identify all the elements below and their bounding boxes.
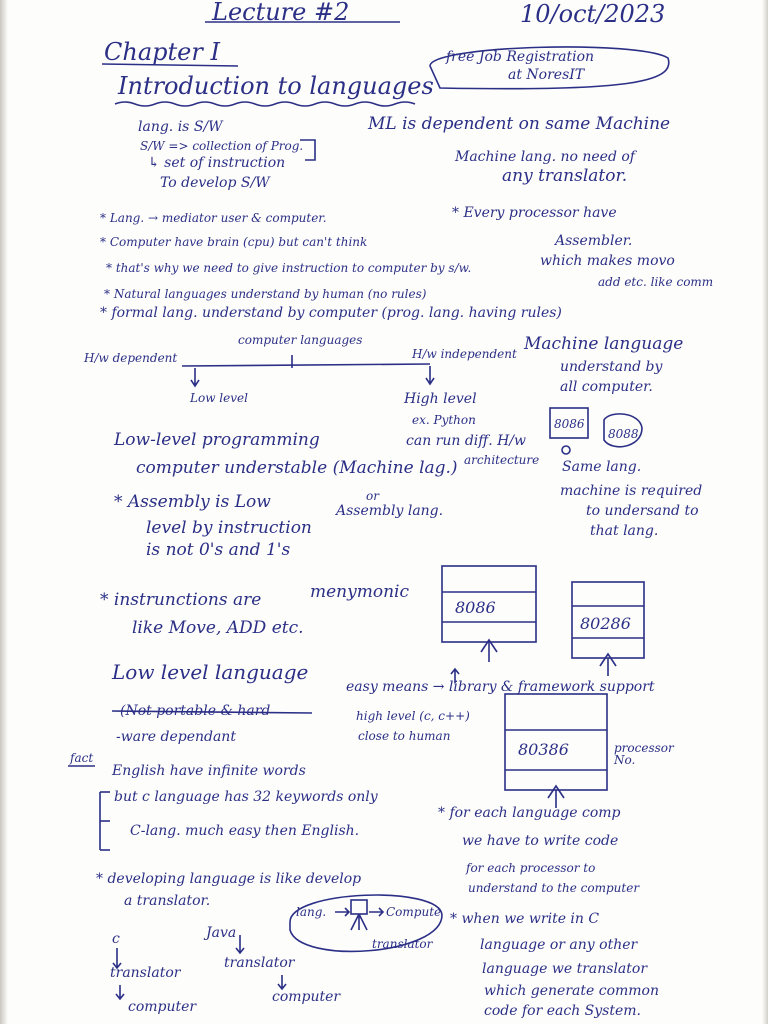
low-level-note: -ware dependant [116,729,236,745]
same-lang-line: machine is required [560,483,703,499]
right-note: any translator. [502,166,628,186]
for-each-line: for each processor to [466,861,596,875]
chain-c: c [112,931,120,947]
star-note: * Computer have brain (cpu) but can't think [100,235,368,249]
chip-8088: 8088 [608,427,639,441]
mnemonic-line: * instrunctions are [100,590,262,610]
low-level-label: Low level [190,391,248,405]
low-prog-line: computer understable (Machine lag.) [136,458,458,478]
developing-line: a translator. [124,893,211,909]
badge-line-1: free Job Registration [446,49,595,65]
when-c-line: which generate common [484,983,659,999]
lecture-date: 10/oct/2023 [520,0,666,28]
trans-translator: translator [372,937,433,951]
trans-lang: lang. [296,905,327,919]
right-note: * Every processor have [452,205,617,221]
right-note: add etc. like comm [598,275,714,289]
low-prog-line: Low-level programming [114,430,320,450]
low-level-heading: Low level language [112,660,309,684]
same-lang-line: Same lang. [562,459,642,475]
diagram-title: computer languages [238,333,363,347]
right-note: which makes movo [540,253,675,269]
lang-def-line: To develop S/W [160,175,270,191]
hw-dependent-label: H/w dependent [84,351,178,365]
low-prog-or: or [366,489,379,503]
right-note: Machine lang. no need of [455,149,635,165]
right-note: ML is dependent on same Machine [368,114,671,134]
developing-line: * developing language is like develop [96,871,362,887]
machine-lang-line: understand by [560,359,663,375]
for-each-line: * for each language comp [438,805,621,821]
star-note: * Lang. → mediator user & computer. [100,211,327,225]
fact-line: English have infinite words [112,763,306,779]
processor-no-label: processor No. [614,741,674,767]
star-note: * Natural languages understand by human (no rules) [104,287,427,301]
trans-compute: Compute [386,905,442,919]
chain-computer: computer [272,989,341,1005]
assembly-line: level by instruction [146,518,312,538]
low-level-note: (Not portable & hard [120,703,271,719]
fact-line: but c language has 32 keywords only [114,789,378,805]
machine-lang-line: Machine language [524,334,684,354]
badge-line-2: at NoresIT [508,67,585,83]
chain-translator: translator [224,955,295,971]
chip-8086: 8086 [554,417,585,431]
mnemonic-line: like Move, ADD etc. [132,618,304,638]
arch-label: architecture [464,453,540,467]
chain-computer: computer [128,999,197,1015]
fact-label: fact [70,751,94,765]
machine-lang-line: all computer. [560,379,653,395]
easy-line: close to human [358,729,451,743]
assembly-line: * Assembly is Low [114,492,271,512]
lang-def-line: ↳ set of instruction [148,155,286,171]
same-lang-line: to undersand to [586,503,699,519]
star-note: * that's why we need to give instruction to computer by s/w. [106,261,472,275]
for-each-line: we have to write code [462,833,619,849]
mnemonic-word: menymonic [310,582,409,602]
example-label: ex. Python [412,413,476,427]
chapter-subtitle: Introduction to languages [118,72,434,100]
lang-def-line: lang. is S/W [138,119,223,135]
run-label: can run diff. H/w [406,433,526,449]
when-c-line: language or any other [480,937,638,953]
chain-translator: translator [110,965,181,981]
chapter-title: Chapter I [104,38,220,66]
right-note: Assembler. [555,233,633,249]
processor-80286: 80286 [580,614,631,633]
low-prog-line: Assembly lang. [336,503,444,519]
lang-def-line: S/W => collection of Prog. [140,139,304,153]
when-c-line: language we translator [482,961,648,977]
when-c-line: code for each System. [484,1003,641,1019]
easy-line: easy means → library & framework support [346,679,655,695]
hw-independent-label: H/w independent [412,347,517,361]
assembly-line: is not 0's and 1's [146,540,291,560]
star-note: * formal lang. understand by computer (prog. lang. having rules) [100,305,562,321]
processor-8086: 8086 [455,598,496,617]
fact-line: C-lang. much easy then English. [130,823,360,839]
chain-java: Java [206,925,237,941]
lecture-title: Lecture #2 [212,0,350,26]
same-lang-line: that lang. [590,523,659,539]
for-each-line: understand to the computer [468,881,640,895]
when-c-line: * when we write in C [450,911,600,927]
high-level-label: High level [404,391,477,407]
processor-80386: 80386 [518,740,569,759]
easy-line: high level (c, c++) [356,709,470,723]
